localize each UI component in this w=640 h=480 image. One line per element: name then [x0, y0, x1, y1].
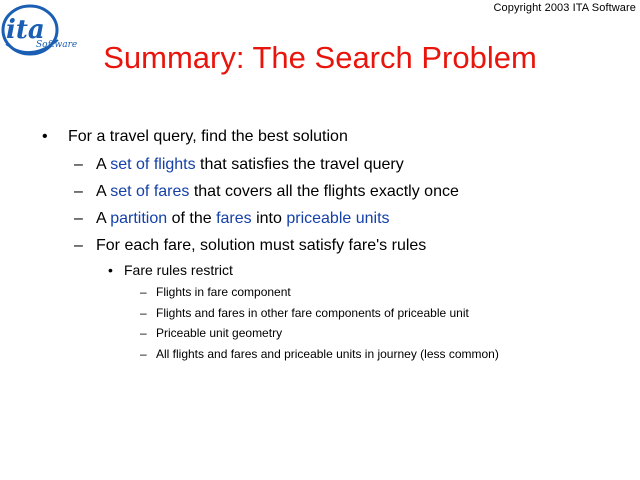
text-part: A	[96, 183, 111, 200]
bullet-text: For a travel query, find the best solution	[68, 128, 348, 145]
copyright-notice: Copyright 2003 ITA Software	[493, 2, 636, 14]
dash-marker: –	[74, 237, 83, 254]
highlight-term: set of fares	[110, 183, 190, 200]
highlight-term: partition	[110, 210, 168, 227]
text-part: A	[96, 156, 111, 173]
text-part: A	[96, 210, 111, 227]
highlight-term: fares	[216, 210, 252, 227]
restriction-text: All flights and fares and priceable units in journey (less common)	[156, 347, 499, 361]
slide-title: Summary: The Search Problem	[103, 40, 537, 75]
restriction-text: Flights in fare component	[156, 285, 291, 299]
text-part: into	[251, 210, 287, 227]
logo-text: ita	[6, 15, 45, 45]
dash-marker: –	[74, 156, 83, 173]
dash-marker: –	[74, 183, 83, 200]
highlight-term: priceable units	[286, 210, 390, 227]
bullet-marker: •	[42, 128, 48, 145]
dash-marker: –	[140, 347, 147, 361]
text-part: For each fare, solution must satisfy fare's rules	[96, 237, 427, 254]
text-part: of the	[167, 210, 217, 227]
bullet-marker: •	[108, 262, 113, 278]
highlight-term: set of flights	[110, 156, 196, 173]
dash-marker: –	[74, 210, 83, 227]
dash-marker: –	[140, 326, 147, 340]
restriction-text: Flights and fares in other fare components of priceable unit	[156, 306, 469, 320]
dash-marker: –	[140, 306, 147, 320]
dash-marker: –	[140, 285, 147, 299]
text-part: that covers all the flights exactly once	[189, 183, 459, 200]
text-part: that satisfies the travel query	[195, 156, 404, 173]
bullet-text: Fare rules restrict	[124, 262, 233, 278]
restriction-text: Priceable unit geometry	[156, 326, 283, 340]
logo-subtext: Software	[36, 40, 78, 50]
